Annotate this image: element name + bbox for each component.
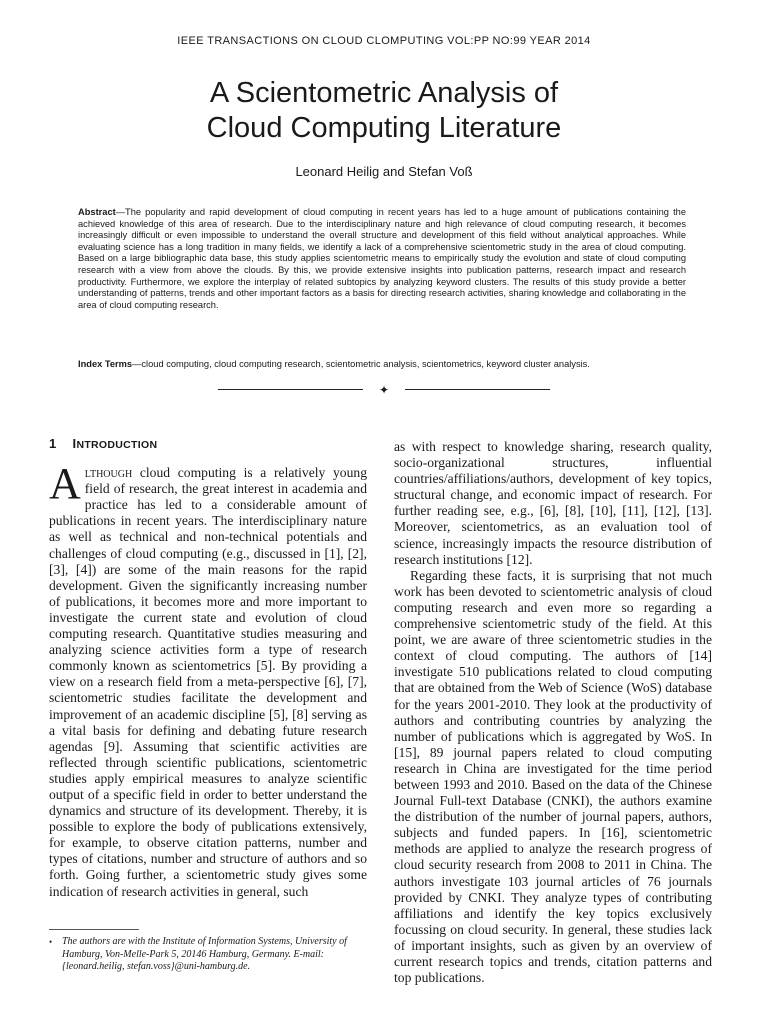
paper-title [84,76,684,146]
author-footnote [49,936,367,974]
abstract [78,207,686,311]
index-terms-label: Index Terms [78,359,133,369]
section-title-rest: NTRODUCTION [76,439,158,451]
separator-line-right [405,389,550,390]
footnote-text: The authors are with the Institute of Information Systems, University of Hamburg, Von-Melle-Park 5, 20146 Hamburg, Germany. E-mail: {leonard.heilig, stefan.voss}@uni-hamburg.de. [62,936,347,973]
section-title-initial: I [72,436,77,451]
abstract-label: Abstract [78,207,116,217]
intro-paragraph-1-text: cloud computing is a relatively young field of research, the great interest in academia and practice has led to a considerable amount of publications in recent years. The interdisciplinary nature as well as technical and non-technical potentials and challenges of cloud computing (e.g., discussed in [1], [2], [3], [4]) are some of the main reasons for the rapid development. Given the significantly increasing number of publications, it becomes more and more important to investigate the current state and evolution of cloud computing research. Quantitative studies measuring and analyzing science activities form a type of research commonly known as scientometrics [5]. By providing a view on a research field from a meta-perspective [6], [7], scientometric studies facilitate the development and improvement of an academic discipline [5], [8] serving as a vital basis for defining and debating future research agendas [9]. Assuming that scientific activities are reflected through scientific publications, scientometric studies apply empirical measures to analyze scientific output of a specific field in order to better understand the dynamics and structure of its development. Thereby, it is possible to explore the body of publications extensively, for example, to observe citation patterns, number and types of citations, number and structure of authors and so forth. Going further, a scientometric study gives some indication of research activities in general, such [49,465,367,899]
left-column [49,436,367,900]
right-column [394,439,712,986]
title-line-2: Cloud Computing Literature [206,112,562,144]
author-list: Leonard Heilig and Stefan Voß [295,164,473,179]
index-terms-text: —cloud computing, cloud computing research, scientometric analysis, scientometrics, keyword cluster analysis. [132,359,590,369]
intro-lead-smallcaps: lthough [84,465,133,481]
journal-header: IEEE TRANSACTIONS ON CLOUD CLOMPUTING VOL:PP NO:99 YEAR 2014 [177,35,591,47]
index-terms [78,359,686,371]
separator-line-left [218,389,363,390]
intro-paragraph-2: Regarding these facts, it is surprising that not much work has been devoted to scientometric analysis of cloud computing research and even more so regarding a comprehensive scientometric study of the field. At this point, we are aware of three scientometric studies in the context of cloud computing. The authors of [14] investigate 510 publications related to cloud computing that are obtained from the Web of Science (WoS) database for the years 2001-2010. They look at the productivity of authors and contributing countries by analyzing the number of publications which is aggregated by WoS. In [15], 89 journal papers related to cloud computing research in China are investigated for the time period between 1993 and 2010. Based on the data of the Chinese Journal Full-text Database (CNKI), the authors examine the distribution of the number of journal papers, authors, subjects and funded papers. In [16], scientometric methods are applied to analyze the research progress of cloud security research from 2008 to 2011 in China. The authors investigate 103 journal articles of 76 journals provided by CNKI. They analyze types of contributing affiliations and identify the key topics exclusively focussing on cloud security. In general, these studies lack of important insights, such as given by an overview of current research topics and trends, citation patterns and top publications. [394,567,712,986]
intro-paragraph-1 [49,459,367,900]
abstract-text: —The popularity and rapid development of cloud computing in recent years has led to a huge amount of publications containing the achieved knowledge of this area of research. Due to the interdisciplinary nature and high relevance of cloud computing research, it becomes increasingly difficult or even impossible to understand the overall structure and development of this field without analytical approaches. While evaluating science has a long tradition in many fields, we identify a lack of a comprehensive scientometric study in the area of cloud computing. Based on a large bibliographic data base, this study applies scientometric means to empirically study the evolution and state of cloud computing research with a view from above the clouds. By this, we provide extensive insights into publication patterns, research impact and research productivity. Furthermore, we explore the interplay of related subtopics by analyzing keyword clusters. The results of this study provide a better understanding of patterns, trends and other important factors as a basis for directing research activities, sharing knowledge and collaborating in the area of cloud computing research. [78,207,686,310]
title-line-1: A Scientometric Analysis of [209,77,559,109]
footnote-rule [49,929,139,930]
section-separator [218,384,550,396]
separator-diamond-icon: ✦ [378,383,390,397]
footnote-bullet-icon: • [49,937,53,947]
section-heading-introduction [49,436,367,453]
section-number: 1 [49,436,57,451]
dropcap-letter: A [49,459,81,509]
intro-paragraph-1-continued: as with respect to knowledge sharing, research quality, socio-organizational structures, influential countries/affiliations/authors, development of key topics, structural change, and economic impact of research. For further reading see, e.g., [6], [8], [10], [11], [12], [13]. Moreover, scientometrics, as an evaluation tool of science, increasingly impacts the resource distribution of research institutions [12]. [394,439,712,567]
